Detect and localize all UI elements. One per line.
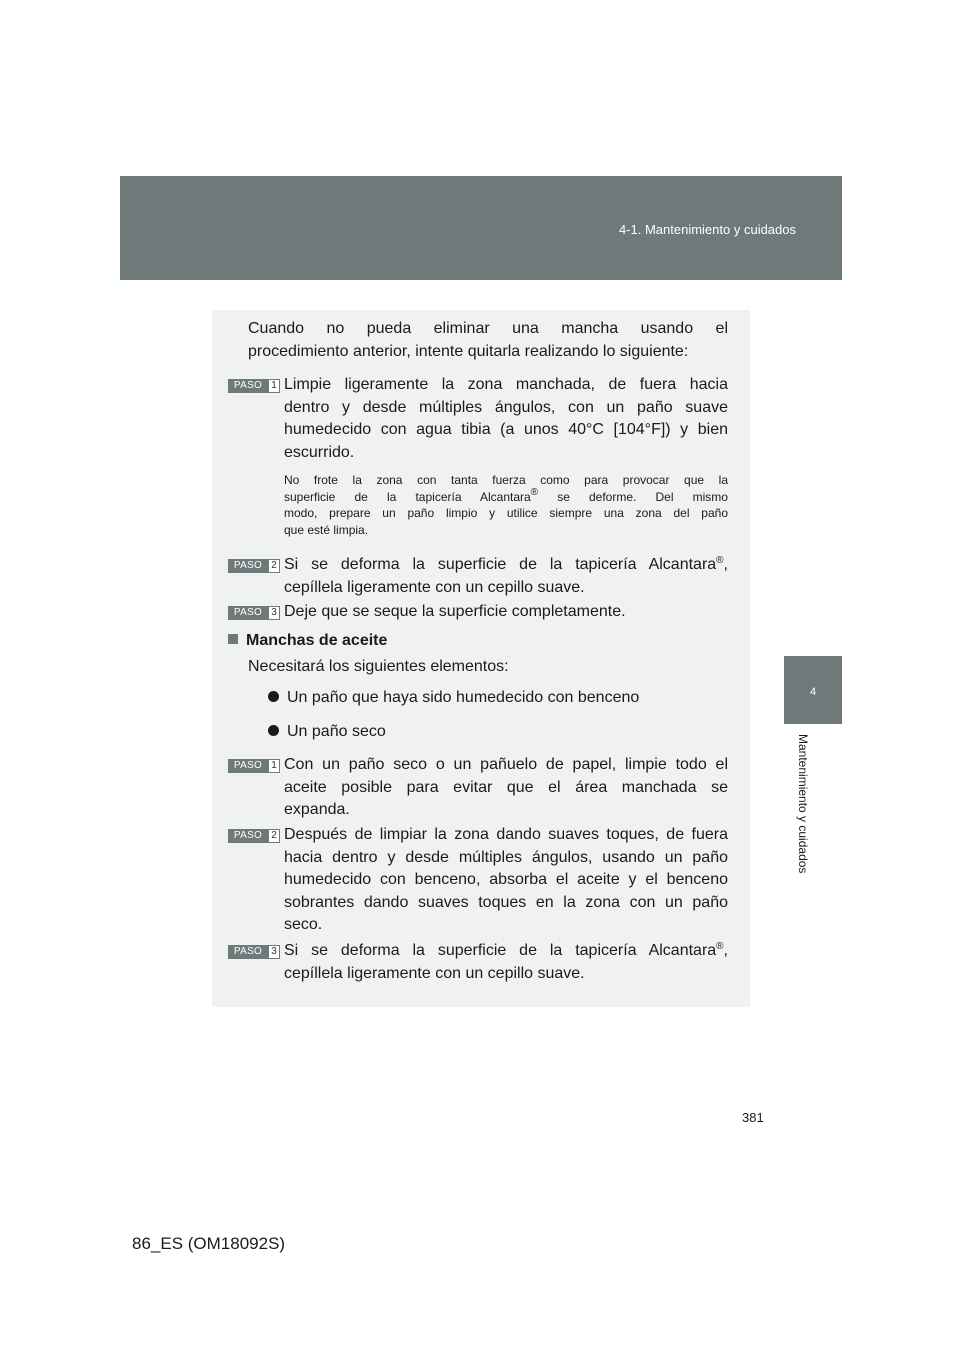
chapter-number: 4 xyxy=(809,686,817,698)
step-line: seco. xyxy=(284,916,323,933)
header-bar xyxy=(120,176,842,280)
step-line xyxy=(284,940,728,963)
step-line: cepíllela ligeramente con un cepillo suave. xyxy=(284,964,585,982)
note-line: que esté limpia. xyxy=(284,522,369,537)
bullet-dot-icon xyxy=(268,691,279,702)
step-line: aceite posible para evitar que el área manchada se xyxy=(284,778,728,796)
step-line: escurrido. xyxy=(284,443,355,461)
step-badge xyxy=(228,559,280,573)
step-badge xyxy=(228,759,280,773)
step-badge-label: PASO xyxy=(228,379,268,393)
step-text xyxy=(284,940,728,985)
section-heading xyxy=(228,632,387,650)
needs-line: Necesitará los siguientes elementos: xyxy=(248,658,509,675)
step-line: Después de limpiar la zona dando suaves toques, de fuera xyxy=(284,826,728,843)
step-line-part: , xyxy=(723,556,728,573)
registered-mark: ® xyxy=(716,555,724,566)
step-badge xyxy=(228,379,280,393)
chapter-tab[interactable] xyxy=(784,656,842,724)
step-note xyxy=(284,472,728,538)
step-badge-label: PASO xyxy=(228,945,268,959)
list-item-text: Un paño seco xyxy=(287,723,386,740)
step-line: sobrantes dando suaves toques en la zona con un paño xyxy=(284,893,728,911)
intro-paragraph xyxy=(248,318,728,363)
square-bullet-icon xyxy=(228,634,238,644)
document-code: 86_ES (OM18092S) xyxy=(132,1234,286,1253)
note-line: No frote la zona con tanta fuerza como para provocar que la xyxy=(284,473,728,487)
step-badge-number: 1 xyxy=(268,379,280,393)
step-text xyxy=(284,601,728,624)
note-part: se deforme. Del mismo xyxy=(557,489,728,504)
step-badge-label: PASO xyxy=(228,606,268,620)
content-box xyxy=(212,310,750,1007)
step-badge-number: 2 xyxy=(268,829,280,843)
step-badge-number: 1 xyxy=(268,759,280,773)
step-line: Deje que se seque la superficie completamente. xyxy=(284,603,626,620)
step-badge xyxy=(228,945,280,959)
step-line-part: Si se deforma la superficie de la tapicería Alcantara xyxy=(284,942,717,959)
registered-mark: ® xyxy=(530,486,539,498)
step-line-part: , xyxy=(723,942,728,959)
step-badge xyxy=(228,606,280,620)
step-badge-number: 2 xyxy=(268,559,280,573)
step-line-part: Si se deforma la superficie de la tapicería Alcantara xyxy=(284,556,717,573)
step-line: expanda. xyxy=(284,801,350,818)
list-item xyxy=(268,723,386,741)
oil-needs xyxy=(248,656,728,679)
page-number: 381 xyxy=(742,1110,764,1125)
chapter-label: Mantenimiento y cuidados xyxy=(796,734,810,874)
note-line: modo, prepare un paño limpio y utilice siempre una zona del paño xyxy=(284,506,728,520)
step-badge xyxy=(228,829,280,843)
note-line xyxy=(284,486,728,506)
step-text xyxy=(284,824,728,937)
step-badge-number: 3 xyxy=(268,945,280,959)
step-badge-label: PASO xyxy=(228,829,268,843)
step-text xyxy=(284,754,728,822)
step-line xyxy=(284,554,728,577)
step-line: humedecido con agua tibia (a unos 40°C [104°F]) y bien xyxy=(284,421,728,438)
step-line: Limpie ligeramente la zona manchada, de fuera hacia xyxy=(284,376,728,393)
section-title: 4-1. Mantenimiento y cuidados xyxy=(618,222,796,237)
intro-line: Cuando no pueda eliminar una mancha usando el xyxy=(248,320,728,337)
step-badge-number: 3 xyxy=(268,606,280,620)
step-line: Con un paño seco o un pañuelo de papel, limpie todo el xyxy=(284,756,728,773)
list-item-text: Un paño que haya sido humedecido con benceno xyxy=(287,689,640,706)
section-heading-text: Manchas de aceite xyxy=(246,632,388,649)
step-badge-label: PASO xyxy=(228,759,268,773)
step-text xyxy=(284,554,728,599)
list-item xyxy=(268,689,639,707)
registered-mark: ® xyxy=(716,941,724,952)
step-text xyxy=(284,374,728,464)
intro-line: procedimiento anterior, intente quitarla realizando lo siguiente: xyxy=(248,342,689,360)
step-badge-label: PASO xyxy=(228,559,268,573)
note-part: superficie de la tapicería Alcantara xyxy=(284,489,531,504)
step-line: dentro y desde múltiples ángulos, con un paño suave xyxy=(284,398,728,416)
step-line: hacia dentro y desde múltiples ángulos, usando un paño xyxy=(284,848,728,866)
step-line: humedecido con benceno, absorba el aceite y el benceno xyxy=(284,871,728,888)
bullet-dot-icon xyxy=(268,725,279,736)
step-line: cepíllela ligeramente con un cepillo suave. xyxy=(284,578,585,596)
